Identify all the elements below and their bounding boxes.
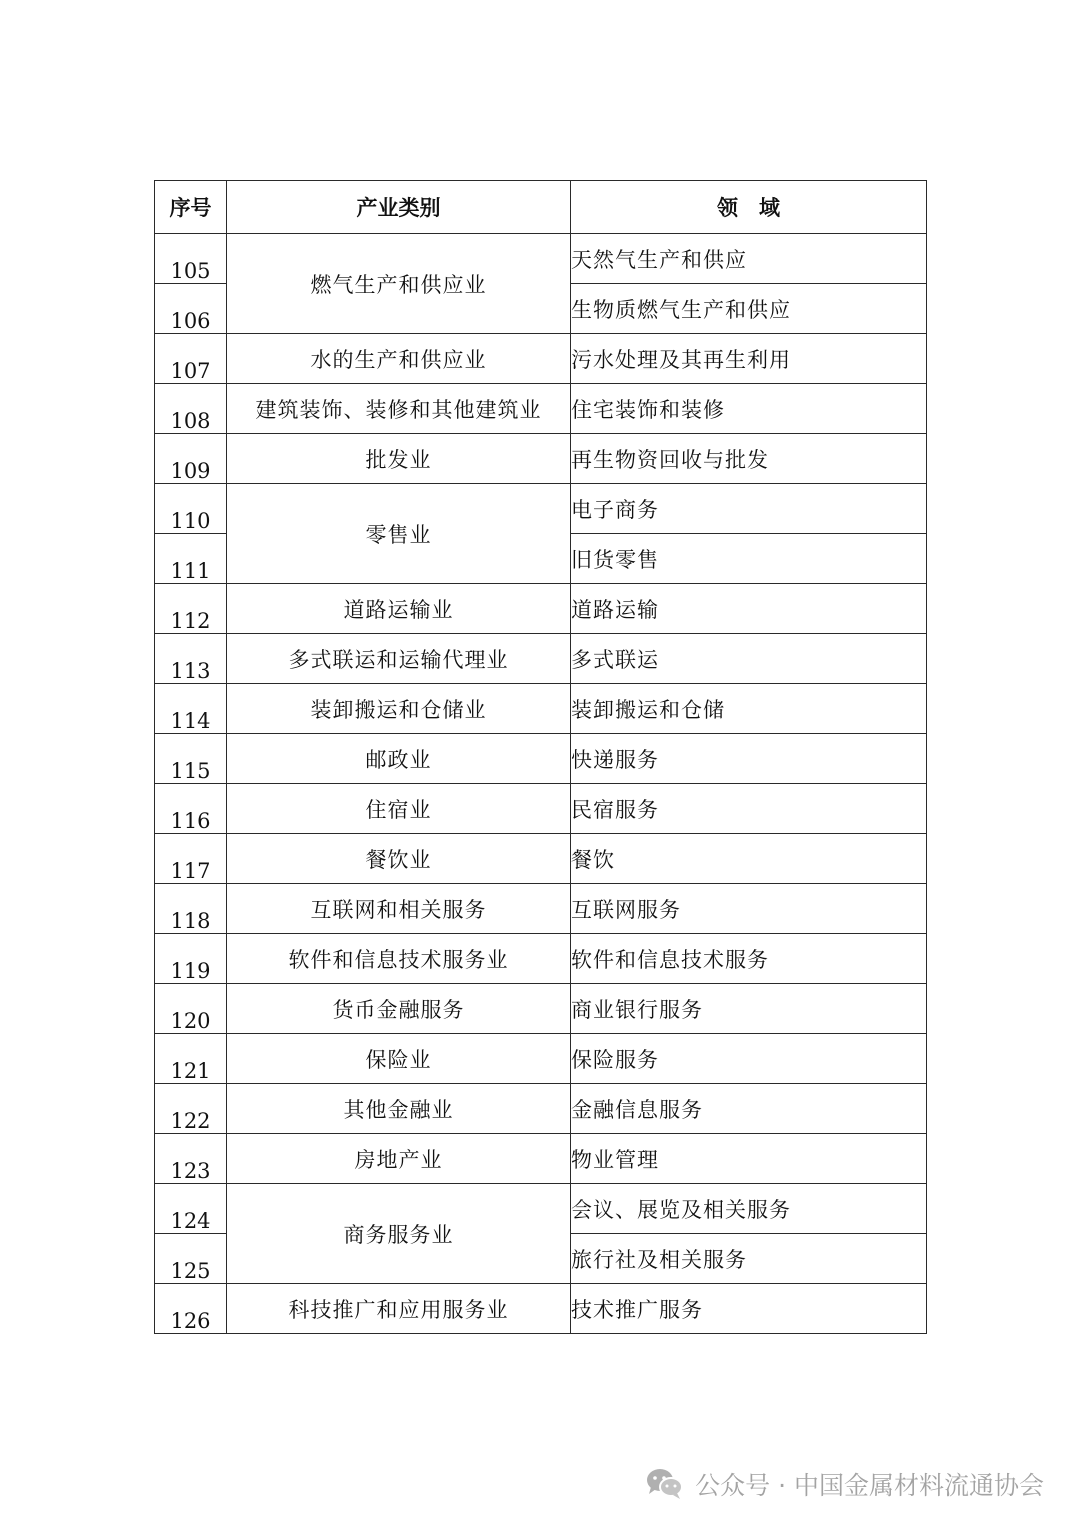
row-category: 零售业	[227, 484, 571, 584]
row-category: 餐饮业	[227, 834, 571, 884]
row-number: 114	[155, 684, 227, 734]
table-row	[155, 1184, 927, 1234]
row-number: 119	[155, 934, 227, 984]
table-row	[155, 784, 927, 834]
watermark-text: 公众号 · 中国金属材料流通协会	[695, 1471, 1044, 1500]
watermark	[645, 1462, 1044, 1506]
row-field: 污水处理及其再生利用	[571, 334, 927, 384]
row-field: 快递服务	[571, 734, 927, 784]
row-category: 批发业	[227, 434, 571, 484]
table-row	[155, 684, 927, 734]
row-field: 互联网服务	[571, 884, 927, 934]
row-field: 多式联运	[571, 634, 927, 684]
row-category: 保险业	[227, 1034, 571, 1084]
table-row	[155, 234, 927, 284]
row-field: 旅行社及相关服务	[571, 1234, 927, 1284]
row-field: 软件和信息技术服务	[571, 934, 927, 984]
header-category: 产业类别	[227, 181, 571, 234]
row-category: 邮政业	[227, 734, 571, 784]
row-field: 金融信息服务	[571, 1084, 927, 1134]
table-row	[155, 434, 927, 484]
table-row	[155, 984, 927, 1034]
row-number: 126	[155, 1284, 227, 1334]
row-number: 113	[155, 634, 227, 684]
industry-table	[154, 180, 927, 1334]
table-row	[155, 1034, 927, 1084]
table-row	[155, 334, 927, 384]
table-row	[155, 884, 927, 934]
row-number: 109	[155, 434, 227, 484]
row-number: 106	[155, 284, 227, 334]
header-field: 领 域	[571, 181, 927, 234]
row-number: 105	[155, 234, 227, 284]
row-field: 住宅装饰和装修	[571, 384, 927, 434]
table-body	[155, 234, 927, 1334]
row-number: 125	[155, 1234, 227, 1284]
row-number: 120	[155, 984, 227, 1034]
table-row	[155, 734, 927, 784]
row-category: 科技推广和应用服务业	[227, 1284, 571, 1334]
row-field: 旧货零售	[571, 534, 927, 584]
row-number: 116	[155, 784, 227, 834]
row-category: 燃气生产和供应业	[227, 234, 571, 334]
wechat-icon	[645, 1467, 685, 1501]
table-row	[155, 1134, 927, 1184]
row-field: 技术推广服务	[571, 1284, 927, 1334]
row-number: 112	[155, 584, 227, 634]
row-category: 房地产业	[227, 1134, 571, 1184]
row-number: 111	[155, 534, 227, 584]
row-category: 道路运输业	[227, 584, 571, 634]
table-row	[155, 834, 927, 884]
header-row	[155, 181, 927, 234]
row-category: 商务服务业	[227, 1184, 571, 1284]
row-field: 商业银行服务	[571, 984, 927, 1034]
row-category: 水的生产和供应业	[227, 334, 571, 384]
row-category: 其他金融业	[227, 1084, 571, 1134]
header-index: 序号	[155, 181, 227, 234]
row-field: 生物质燃气生产和供应	[571, 284, 927, 334]
row-number: 122	[155, 1084, 227, 1134]
row-category: 软件和信息技术服务业	[227, 934, 571, 984]
row-number: 118	[155, 884, 227, 934]
row-category: 货币金融服务	[227, 984, 571, 1034]
row-field: 会议、展览及相关服务	[571, 1184, 927, 1234]
row-number: 115	[155, 734, 227, 784]
table-row	[155, 484, 927, 534]
row-field: 装卸搬运和仓储	[571, 684, 927, 734]
row-field: 保险服务	[571, 1034, 927, 1084]
row-number: 123	[155, 1134, 227, 1184]
table-row	[155, 1284, 927, 1334]
table-row	[155, 934, 927, 984]
row-category: 多式联运和运输代理业	[227, 634, 571, 684]
table-row	[155, 1084, 927, 1134]
row-number: 117	[155, 834, 227, 884]
row-field: 电子商务	[571, 484, 927, 534]
row-field: 天然气生产和供应	[571, 234, 927, 284]
table-row	[155, 584, 927, 634]
row-number: 108	[155, 384, 227, 434]
row-number: 110	[155, 484, 227, 534]
row-number: 107	[155, 334, 227, 384]
row-category: 住宿业	[227, 784, 571, 834]
row-number: 124	[155, 1184, 227, 1234]
row-field: 餐饮	[571, 834, 927, 884]
row-category: 装卸搬运和仓储业	[227, 684, 571, 734]
row-category: 建筑装饰、装修和其他建筑业	[227, 384, 571, 434]
table-row	[155, 634, 927, 684]
table-row	[155, 384, 927, 434]
row-field: 民宿服务	[571, 784, 927, 834]
row-field: 物业管理	[571, 1134, 927, 1184]
row-field: 道路运输	[571, 584, 927, 634]
row-field: 再生物资回收与批发	[571, 434, 927, 484]
row-number: 121	[155, 1034, 227, 1084]
row-category: 互联网和相关服务	[227, 884, 571, 934]
